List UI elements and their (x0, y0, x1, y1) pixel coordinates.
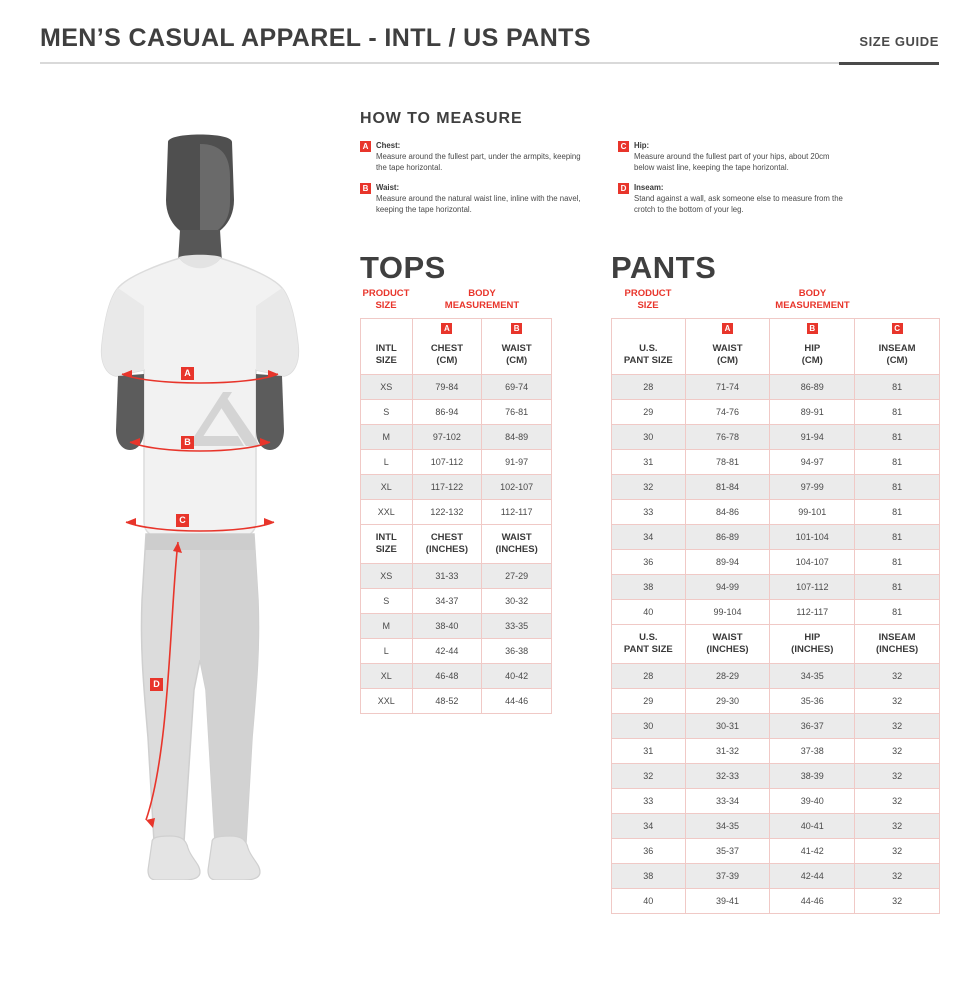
tops-section-title: TOPS (360, 250, 446, 285)
how-to-measure-label-waist: Waist: (376, 183, 400, 193)
pants-table-section (611, 288, 940, 914)
measure-marker-d: D (150, 678, 163, 691)
pants-header-cm (612, 336, 940, 375)
how-to-measure-text-hip: Measure around the fullest part of your hips, about 20cm below waist line, keeping the tape horizontal. (634, 152, 830, 173)
how-to-measure-text-inseam: Stand against a wall, ask someone else to measure from the crotch to the bottom of your leg. (634, 194, 843, 215)
tops-caption-body: BODY MEASUREMENT (444, 288, 520, 311)
tag-c-icon: C (618, 141, 629, 152)
table-row: S 34-37 30-32 (361, 588, 552, 613)
table-row: 28 71-74 86-89 81 (612, 374, 940, 399)
pants-section-title: PANTS (611, 250, 717, 285)
table-row: 32 81-84 97-99 81 (612, 474, 940, 499)
tops-header-chest-cm: CHEST (CM) (412, 336, 482, 375)
how-to-measure-item-inseam (618, 182, 848, 215)
pants-tag-b-icon: B (807, 323, 818, 334)
pants-header-waist-in: WAIST (INCHES) (685, 624, 770, 663)
table-row: 40 39-41 44-46 32 (612, 888, 940, 913)
table-row: L 42-44 36-38 (361, 638, 552, 663)
table-row: M 38-40 33-35 (361, 613, 552, 638)
table-row: 38 94-99 107-112 81 (612, 574, 940, 599)
table-row: 31 31-32 37-38 32 (612, 738, 940, 763)
table-row: 29 74-76 89-91 81 (612, 399, 940, 424)
tops-tag-b-icon: B (511, 323, 522, 334)
table-row: 30 76-78 91-94 81 (612, 424, 940, 449)
tag-d-icon: D (618, 183, 629, 194)
table-row: 34 34-35 40-41 32 (612, 813, 940, 838)
table-row: XS 79-84 69-74 (361, 374, 552, 399)
table-row: L 107-112 91-97 (361, 449, 552, 474)
pants-table (611, 318, 940, 914)
tops-table-section (360, 288, 552, 714)
page-title: MEN’S CASUAL APPAREL - INTL / US PANTS (40, 24, 591, 52)
pants-header-size: U.S. PANT SIZE (612, 336, 686, 375)
table-row: M 97-102 84-89 (361, 424, 552, 449)
size-guide-underline (839, 62, 939, 65)
table-row: 38 37-39 42-44 32 (612, 863, 940, 888)
tops-header-waist-in: WAIST (INCHES) (482, 524, 552, 563)
tops-caption-product: PRODUCT SIZE (362, 288, 410, 311)
pants-tag-a-icon: A (722, 323, 733, 334)
table-row: 32 32-33 38-39 32 (612, 763, 940, 788)
tops-tag-a-icon: A (441, 323, 452, 334)
table-row: 33 33-34 39-40 32 (612, 788, 940, 813)
tops-header-waist-cm: WAIST (CM) (482, 336, 552, 375)
pants-header-inseam-cm: INSEAM (CM) (855, 336, 940, 375)
pants-header-inches (612, 624, 940, 663)
table-row: S 86-94 76-81 (361, 399, 552, 424)
table-row: 30 30-31 36-37 32 (612, 713, 940, 738)
measure-marker-a: A (181, 367, 194, 380)
table-row: 31 78-81 94-97 81 (612, 449, 940, 474)
tag-b-icon: B (360, 183, 371, 194)
how-to-measure-text-waist: Measure around the natural waist line, inline with the navel, keeping the tape horizontal. (376, 194, 581, 215)
table-row: XL 117-122 102-107 (361, 474, 552, 499)
table-row: XS 31-33 27-29 (361, 563, 552, 588)
how-to-measure-label-hip: Hip: (634, 141, 650, 150)
how-to-measure-column-left (360, 140, 590, 224)
how-to-measure-item-chest (360, 140, 590, 173)
size-guide-label: SIZE GUIDE (859, 34, 939, 49)
table-row: 34 86-89 101-104 81 (612, 524, 940, 549)
measure-marker-c: C (176, 514, 189, 527)
tops-header-cm (361, 336, 552, 375)
pants-caption-row (611, 288, 940, 318)
page-header (0, 0, 979, 72)
header-divider (40, 62, 939, 64)
mannequin-illustration (60, 130, 340, 880)
mannequin-svg (60, 130, 340, 880)
tops-table (360, 318, 552, 714)
table-row: 29 29-30 35-36 32 (612, 688, 940, 713)
tops-caption-row (360, 288, 552, 318)
pants-header-size-in: U.S. PANT SIZE (612, 624, 686, 663)
pants-tag-c-icon: C (892, 323, 903, 334)
table-row: XXL 122-132 112-117 (361, 499, 552, 524)
how-to-measure-section (360, 110, 940, 224)
pants-header-hip-in: HIP (INCHES) (770, 624, 855, 663)
table-row: XXL 48-52 44-46 (361, 688, 552, 713)
tops-tag-row (361, 318, 552, 336)
table-row: 33 84-86 99-101 81 (612, 499, 940, 524)
how-to-measure-label-chest: Chest: (376, 141, 401, 150)
how-to-measure-item-waist (360, 182, 590, 215)
how-to-measure-item-hip (618, 140, 848, 173)
pants-header-hip-cm: HIP (CM) (770, 336, 855, 375)
pants-tag-row (612, 318, 940, 336)
pants-header-inseam-in: INSEAM (INCHES) (855, 624, 940, 663)
tops-header-chest-in: CHEST (INCHES) (412, 524, 482, 563)
how-to-measure-label-inseam: Inseam: (634, 183, 664, 193)
measure-marker-b: B (181, 436, 194, 449)
tops-header-intl-size: INTL SIZE (361, 336, 413, 375)
pants-caption-body: BODY MEASUREMENT (775, 288, 850, 311)
pants-header-waist-cm: WAIST (CM) (685, 336, 770, 375)
table-row: 36 35-37 41-42 32 (612, 838, 940, 863)
tops-header-intl-size-in: INTL SIZE (361, 524, 413, 563)
how-to-measure-column-right (618, 140, 848, 224)
how-to-measure-title: HOW TO MEASURE (360, 110, 523, 127)
table-row: 28 28-29 34-35 32 (612, 663, 940, 688)
pants-caption-product: PRODUCT SIZE (624, 288, 672, 311)
how-to-measure-text-chest: Measure around the fullest part, under the armpits, keeping the tape horizontal. (376, 152, 581, 173)
tops-header-inches (361, 524, 552, 563)
table-row: XL 46-48 40-42 (361, 663, 552, 688)
table-row: 36 89-94 104-107 81 (612, 549, 940, 574)
table-row: 40 99-104 112-117 81 (612, 599, 940, 624)
tag-a-icon: A (360, 141, 371, 152)
